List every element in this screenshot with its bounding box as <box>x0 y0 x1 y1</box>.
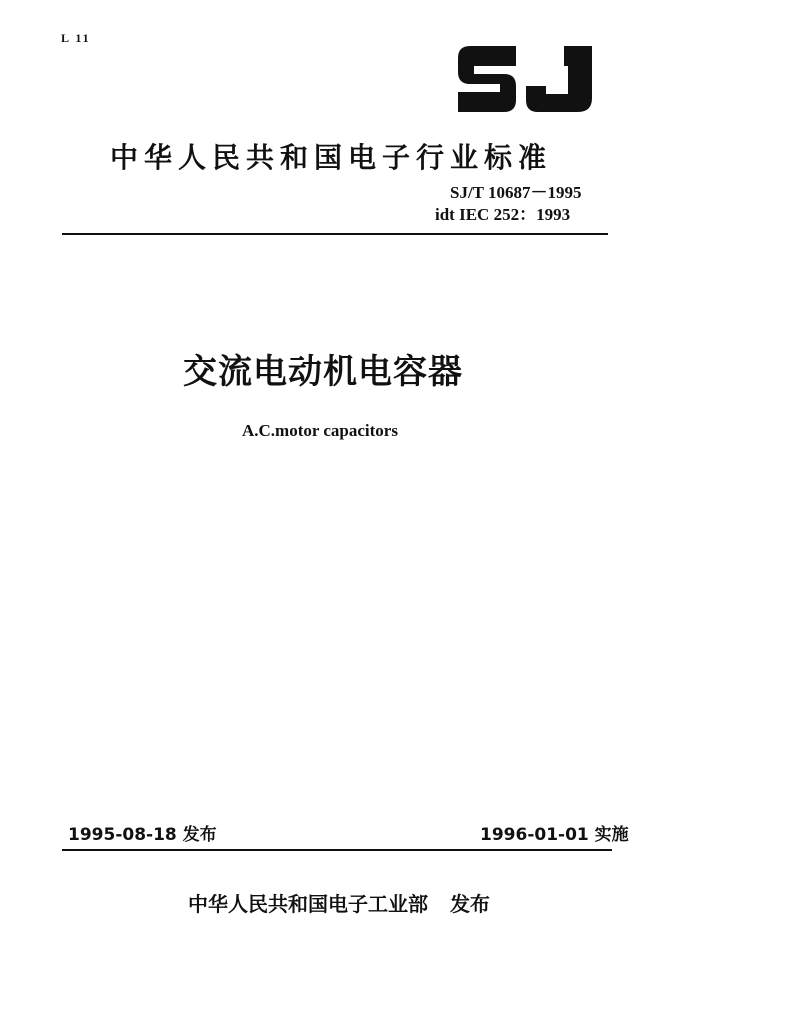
sj-logo <box>456 42 596 116</box>
issue-date: 1995-08-18 发布 <box>68 825 217 845</box>
document-title-en: A.C.motor capacitors <box>242 421 398 440</box>
header-divider <box>62 233 608 235</box>
document-title-cn: 交流电动机电容器 <box>183 352 463 392</box>
issuer-line <box>188 888 490 917</box>
implementation-date: 1996-01-01 实施 <box>480 825 629 845</box>
org-title: 中华人民共和国电子行业标准 <box>110 141 553 174</box>
issuer-action: 发布 <box>450 892 490 916</box>
issuer-name: 中华人民共和国电子工业部 <box>188 892 428 916</box>
classification-code: L 11 <box>61 31 91 45</box>
idt-reference: idt IEC 252：1993 <box>435 205 571 224</box>
footer-divider <box>62 849 612 851</box>
standard-number: SJ/T 10687－1995 <box>450 183 582 202</box>
